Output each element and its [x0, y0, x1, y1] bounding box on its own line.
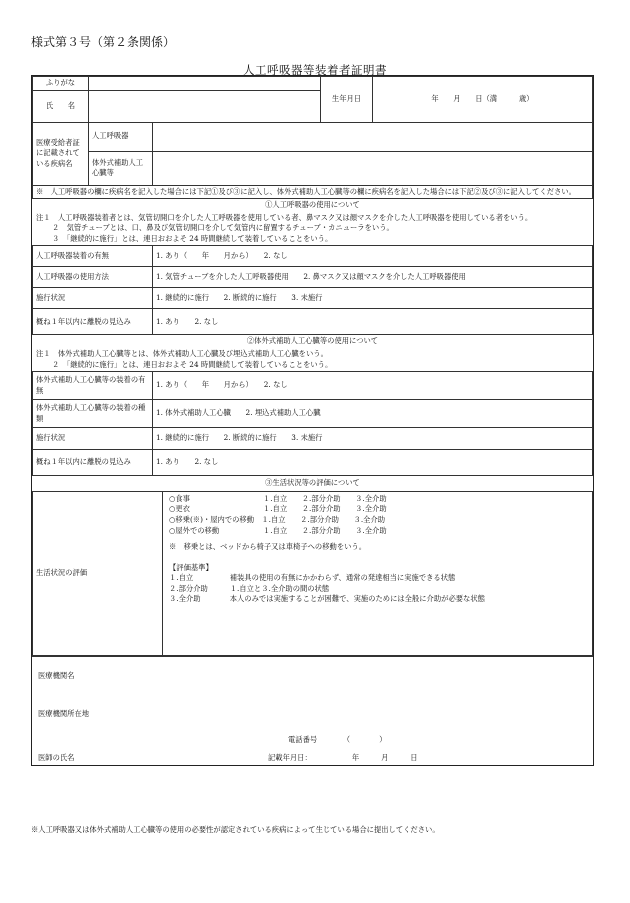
s2-type-label: 体外式補助人工心臓等の装着の種類: [33, 400, 153, 428]
section2-note-1: 注１ 体外式補助人工心臓等とは、体外式補助人工心臓及び埋込式補助人工心臓をいう。: [36, 349, 328, 359]
section2-note-2: ２ 「継続的に施行」とは、連日おおよそ 24 時間継続して装着していることをいう。: [52, 359, 333, 369]
certificate-form: [31, 75, 594, 766]
phone-label: 電話番号 （ ）: [288, 734, 387, 744]
s1-weaning-label: 概ね１年以内に離脱の見込み: [33, 309, 153, 335]
eval-items: [169, 494, 586, 536]
s1-method-options[interactable]: 1. 気管チューブを介した人工呼吸器使用 2. 鼻マスク又は顔マスクを介した人工呼吸器使用: [153, 267, 593, 288]
ventilator-disease-field[interactable]: [153, 122, 593, 151]
eval-item-dressing[interactable]: ○更衣 １.自立 ２.部分介助 ３.全介助: [169, 504, 387, 514]
section1-header: ①人工呼吸器の使用について: [265, 200, 360, 210]
s1-status-label: 施行状況: [33, 288, 153, 309]
criteria-title: 【評価基準】: [169, 562, 213, 572]
address-label: 医療機関所在地: [38, 708, 90, 718]
record-date-label: 記載年月日： 年 月 日: [268, 752, 418, 762]
section2-table: [32, 371, 593, 476]
doctor-name-label: 医師の氏名: [38, 752, 75, 762]
eval-item-meal[interactable]: ○食事 １.自立 ２.部分介助 ３.全介助: [169, 493, 387, 503]
eval-item-transfer[interactable]: ○移乗(※)・屋内での移動 １.自立 ２.部分介助 ３.全介助: [169, 514, 386, 524]
criteria-2: ２.部分介助 １.自立と３.全介助の間の状態: [169, 583, 330, 593]
s1-attach-options[interactable]: 1. あり（ 年 月から） 2. なし: [153, 246, 593, 267]
life-eval-content: [163, 491, 593, 655]
section1-note-1: 注１ 人工呼吸器装着者とは、気管切開口を介した人工呼吸器を使用している者、鼻マスク又は顔マスクを介した人工呼吸器を使用している者をいう。: [36, 212, 533, 222]
name-field[interactable]: [89, 90, 321, 122]
vad-disease-field[interactable]: [153, 151, 593, 185]
furigana-field[interactable]: [89, 77, 321, 91]
s2-status-label: 施行状況: [33, 428, 153, 450]
s1-status-options[interactable]: 1. 継続的に施行 2. 断続的に施行 3. 未施行: [153, 288, 593, 309]
section1-notes: [32, 212, 593, 246]
section1-note-2: ２ 気管チューブとは、口、鼻及び気管切開口を介して気管内に留置するチューブ・カニューラをいう。: [52, 223, 394, 233]
section1-note-3: ３ 「継続的に施行」とは、連日おおよそ 24 時間継続して装着していることをいう。: [52, 233, 333, 243]
section2-header: ②体外式補助人工心臓等の使用について: [246, 336, 379, 346]
disease-label: 医療受給者証に記載されている疾病名: [33, 122, 89, 185]
furigana-label: ふりがな: [33, 77, 89, 91]
name-label: 氏 名: [33, 90, 89, 122]
document-title: 人工呼吸器等装着者証明書: [243, 63, 387, 77]
section1-table: [32, 245, 593, 335]
birthdate-label: 生年月日: [321, 77, 373, 123]
s1-method-label: 人工呼吸器の使用方法: [33, 267, 153, 288]
criteria-3: ３.全介助 本人のみでは実施することが困難で、実施のためには全般に介助が必要な状態: [169, 594, 485, 604]
birthdate-field[interactable]: 年 月 日（満 歳）: [373, 77, 593, 123]
eval-item-outdoor[interactable]: ○屋外での移動 １.自立 ２.部分介助 ３.全介助: [169, 525, 387, 535]
ventilator-disease-label: 人工呼吸器: [89, 122, 153, 151]
s2-attach-options[interactable]: 1. あり（ 年 月から） 2. なし: [153, 372, 593, 400]
transfer-note: ※ 移乗とは、ベッドから椅子又は車椅子への移動をいう。: [169, 542, 367, 552]
section2-notes: [32, 348, 593, 371]
institution-label: 医療機関名: [38, 670, 75, 680]
section3-table: [32, 491, 593, 656]
s2-weaning-options[interactable]: 1. あり 2. なし: [153, 450, 593, 476]
s1-weaning-options[interactable]: 1. あり 2. なし: [153, 309, 593, 335]
s1-attach-label: 人工呼吸器装着の有無: [33, 246, 153, 267]
s2-type-options[interactable]: 1. 体外式補助人工心臓 2. 埋込式補助人工心臓: [153, 400, 593, 428]
signature-area: [32, 656, 593, 765]
form-number-label: 様式第３号（第２条関係）: [31, 35, 176, 49]
criteria-1: １.自立 補装具の使用の有無にかかわらず、通常の発達相当に実施できる状態: [169, 573, 456, 583]
vad-disease-label: 体外式補助人工心臓等: [89, 151, 153, 185]
s2-attach-label: 体外式補助人工心臓等の装着の有無: [33, 372, 153, 400]
submission-footnote: ※人工呼吸器又は体外式補助人工心臓等の使用の必要性が認定されている疾病によって生じている場合に提出してください。: [31, 825, 440, 834]
patient-info-table: [32, 76, 593, 199]
instruction-note: ※ 人工呼吸器の欄に疾病名を記入した場合には下記①及び③に記入し、体外式補助人工心臓等の欄に疾病名を記入した場合には下記②及び③に記入してください。: [33, 185, 593, 199]
s2-weaning-label: 概ね１年以内に離脱の見込み: [33, 450, 153, 476]
life-eval-label: 生活状況の評価: [33, 491, 163, 655]
section3-header: ③生活状況等の評価について: [265, 478, 360, 488]
s2-status-options[interactable]: 1. 継続的に施行 2. 断続的に施行 3. 未施行: [153, 428, 593, 450]
